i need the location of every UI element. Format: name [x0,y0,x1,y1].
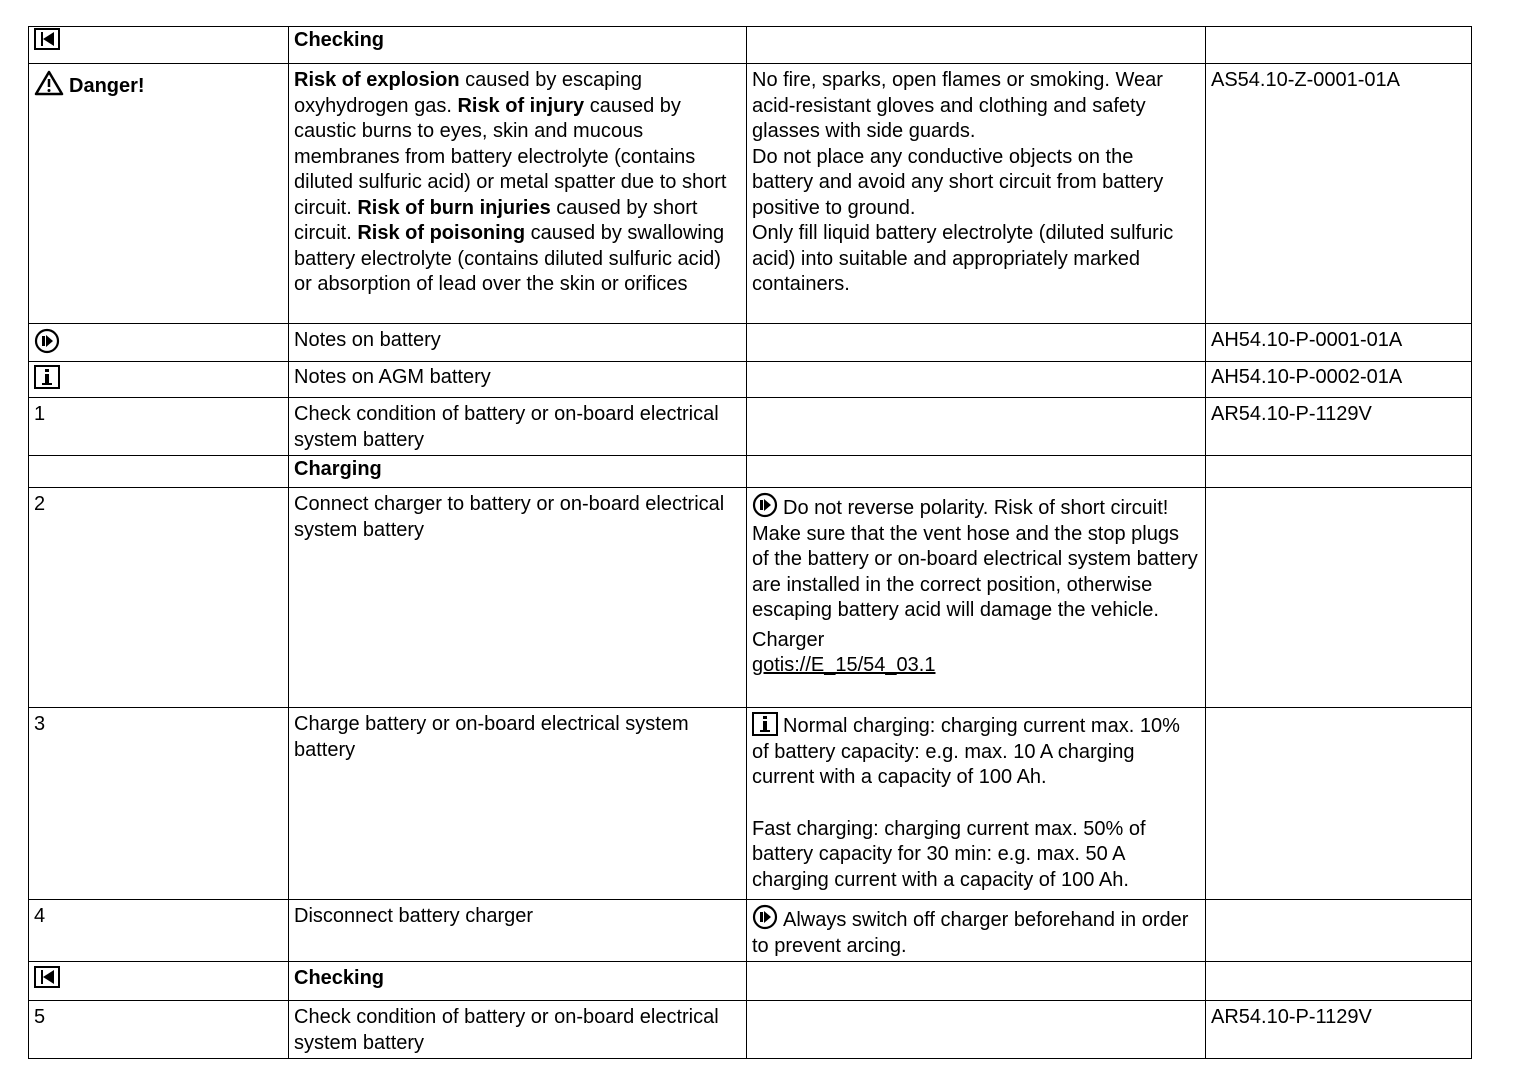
caution-hand-icon [752,904,778,930]
reference-code: AH54.10-P-0001-01A [1211,329,1403,351]
table-row [29,27,1472,64]
table-row [29,962,1472,1001]
table-row: Notes on battery AH54.10-P-0001-01A [29,324,1472,362]
info-icon [34,365,60,389]
caution-note: Do not reverse polarity. Risk of short circuit! Make sure that the vent hose and the stop plugs of the battery or on-board electrical system battery are installed in the correct position, otherwise escaping battery acid will damage the vehicle. [752,497,1198,621]
risk-description: Risk of explosion caused by escaping oxyhydrogen gas. Risk of injury caused by caustic burns to eyes, skin and mucous membranes from battery electrolyte (contains diluted sulfuric acid) or metal spatter due to short circuit. Risk of burn injuries caused by short circuit. Risk of poisoning caused by swallowing battery electrolyte (contains diluted sulfuric acid) or absorption of lead over the skin or orifices [289,64,747,324]
table-row [29,64,1472,324]
step-number: 3 [34,713,46,735]
table-row: Notes on AGM battery AH54.10-P-0002-01A [29,362,1472,398]
table-row: 3 Charge battery or on-board electrical system battery Normal charging: charging current max. 10% of battery capacity: e.g. max. 10 A charging current with a capacity of 100 Ah. Fast charging: charging current max. 50% of battery capacity for 30 min: e.g. max. 50 A charging current with a capacity of 100 Ah. [29,708,1472,900]
reference-code: AR54.10-P-1129V [1211,403,1372,425]
table-row [29,456,1472,488]
step-number: 4 [34,905,46,927]
table-row: 2 Connect charger to battery or on-board electrical system battery Do not reverse polarity. Risk of short circuit! Make sure that the vent hose and the stop plugs of the battery or on-board electrical system battery are installed in the correct position, otherwise escaping battery acid will damage the vehicle. Charger gotis://E_15/54_03.1 [29,488,1472,708]
step-number: 2 [34,493,46,515]
reference-code: AR54.10-P-1129V [1211,1006,1372,1028]
procedure-table [28,26,1472,1059]
section-title: Charging [294,458,382,480]
caution-hand-icon [34,328,60,354]
back-triangle-icon [34,966,60,988]
tool-link[interactable]: gotis://E_15/54_03.1 [752,654,936,676]
section-title: Checking [294,967,385,989]
reference-code: AH54.10-P-0002-01A [1211,366,1403,388]
info-note: Fast charging: charging current max. 50% of battery capacity for 30 min: e.g. max. 50 A charging current with a capacity of 100 Ah. [752,817,1146,891]
step-number: 1 [34,403,46,425]
caution-note: Always switch off charger beforehand in order to prevent arcing. [752,909,1189,957]
step-number: 5 [34,1006,46,1028]
caution-hand-icon [752,492,778,518]
danger-label: Danger! [69,75,145,97]
reference-code: AS54.10-Z-0001-01A [1211,69,1401,91]
back-triangle-icon [34,28,60,50]
section-title: Checking [294,29,385,51]
table-row: 1 Check condition of battery or on-board electrical system battery AR54.10-P-1129V [29,398,1472,456]
info-icon [752,712,778,736]
warning-triangle-icon [34,70,64,96]
table-row: 4 Disconnect battery charger Always switch off charger beforehand in order to prevent arcing. [29,900,1472,962]
table-row: 5 Check condition of battery or on-board electrical system battery AR54.10-P-1129V [29,1001,1472,1059]
safety-measures: No fire, sparks, open flames or smoking. Wear acid-resistant gloves and clothing and safety glasses with side guards. Do not place any conductive objects on the battery and avoid any short circuit from battery positive to ground. Only fill liquid battery electrolyte (diluted sulfuric acid) into suitable and appropriately marked containers. [747,64,1206,324]
info-note: Normal charging: charging current max. 10% of battery capacity: e.g. max. 10 A charging current with a capacity of 100 Ah. [752,715,1180,788]
